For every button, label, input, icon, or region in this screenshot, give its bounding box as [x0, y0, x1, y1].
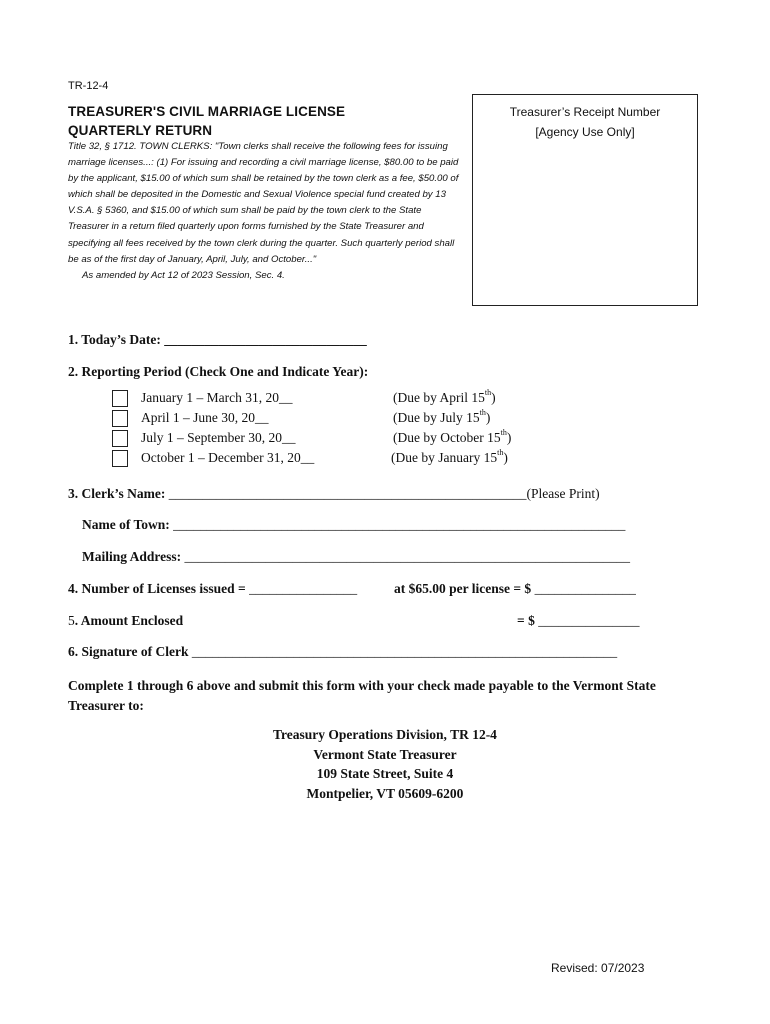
licenses-total-blank[interactable]: _______________: [534, 581, 636, 596]
reporting-period-label: 2. Reporting Period (Check One and Indicate Year):: [68, 364, 369, 379]
licenses-count-label: 4. Number of Licenses issued =: [68, 581, 246, 596]
period-label-q2: April 1 – June 30, 20__: [141, 410, 269, 425]
amount-enclosed-blank[interactable]: _______________: [538, 613, 640, 628]
period-option-q1[interactable]: [112, 387, 532, 409]
town-name-label: Name of Town:: [82, 517, 170, 532]
licenses-count-field[interactable]: [68, 581, 357, 597]
mailing-address-field[interactable]: [82, 549, 630, 565]
clerk-signature-field[interactable]: [68, 644, 617, 660]
statute-excerpt: [68, 139, 460, 284]
receipt-box-note: [Agency Use Only]: [535, 125, 635, 139]
statute-text: Title 32, § 1712. TOWN CLERKS: "Town clerks shall receive the following fees for issuing marriage licenses...: (1) For issuing and recording a civil marriage license, $80.00 to be paid by the applicant, $15.00 of which sum shall be retained by the town clerk as a fee, $50.00 of which shall be deposited in the Domestic and Sexual Violence special fund created by 13 V.S.A. § 5360, and $15.00 of which sum shall be paid by the town clerk to the State Treasurer in a return filed quarterly upon forms furnished by the State Treasurer and specifying all fees received by the town clerk during the quarter. Such quarterly period shall be as of the first day of January, April, July, and October...": [68, 141, 459, 265]
todays-date-field[interactable]: [68, 332, 367, 348]
period-label-q4: October 1 – December 31, 20__: [141, 450, 315, 465]
amount-enclosed-label: 5. Amount Enclosed: [68, 613, 184, 628]
period-label-q3: July 1 – September 30, 20__: [141, 430, 296, 445]
town-name-field[interactable]: [82, 517, 625, 533]
amount-equals: = $: [517, 613, 535, 628]
address-line-4: Montpelier, VT 05609-6200: [306, 785, 464, 801]
todays-date-label: 1. Today’s Date:: [68, 332, 161, 347]
licenses-total-field[interactable]: [394, 581, 636, 597]
period-option-q2[interactable]: [112, 407, 532, 429]
todays-date-blank[interactable]: ______________________________: [164, 332, 367, 347]
licenses-count-blank[interactable]: ________________: [249, 581, 358, 596]
address-line-3: 109 State Street, Suite 4: [316, 766, 454, 781]
clerk-name-field[interactable]: [68, 486, 600, 502]
period-due-q4: (Due by January 15th): [391, 447, 508, 465]
period-due-q1: (Due by April 15th): [393, 387, 496, 405]
address-line-2: Vermont State Treasurer: [313, 746, 457, 762]
period-checkbox-q1[interactable]: [112, 390, 128, 407]
period-option-q3[interactable]: [112, 427, 532, 449]
clerk-signature-label: 6. Signature of Clerk: [68, 644, 189, 659]
receipt-number-box: [472, 94, 698, 306]
address-line-1: Treasury Operations Division, TR 12-4: [273, 727, 497, 742]
statute-amendment: As amended by Act 12 of 2023 Session, Sec. 4.: [82, 269, 285, 281]
revision-date: Revised: 07/2023: [551, 961, 645, 975]
period-checkbox-q2[interactable]: [112, 410, 128, 427]
form-title-line1: TREASURER'S CIVIL MARRIAGE LICENSE: [68, 104, 346, 119]
clerk-name-label: 3. Clerk’s Name:: [68, 486, 166, 501]
mailing-address-label: Mailing Address:: [82, 549, 182, 564]
amount-enclosed-field[interactable]: [517, 613, 639, 629]
license-rate-label: at $65.00 per license = $: [394, 581, 532, 596]
submission-instructions: Complete 1 through 6 above and submit this form with your check made payable to the Vermont State Treasurer to:: [68, 678, 656, 713]
period-label-q1: January 1 – March 31, 20__: [141, 390, 293, 405]
form-code: TR-12-4: [68, 80, 109, 92]
form-title: [68, 102, 345, 140]
clerk-name-blank[interactable]: _____________________________________________________: [168, 486, 527, 501]
period-due-q3: (Due by October 15th): [393, 427, 512, 445]
mailing-destination: [0, 725, 770, 803]
form-title-line2: QUARTERLY RETURN: [68, 123, 213, 138]
period-checkbox-q3[interactable]: [112, 430, 128, 447]
period-due-q2: (Due by July 15th): [393, 407, 491, 425]
mailing-address-blank[interactable]: __________________________________________________________________: [184, 549, 631, 564]
receipt-box-title: Treasurer’s Receipt Number: [509, 105, 661, 119]
clerk-name-note: (Please Print): [526, 486, 600, 501]
town-name-blank[interactable]: ___________________________________________________________________: [173, 517, 626, 532]
clerk-signature-blank[interactable]: _______________________________________________________________: [191, 644, 618, 659]
period-option-q4[interactable]: [112, 447, 532, 469]
period-checkbox-q4[interactable]: [112, 450, 128, 467]
